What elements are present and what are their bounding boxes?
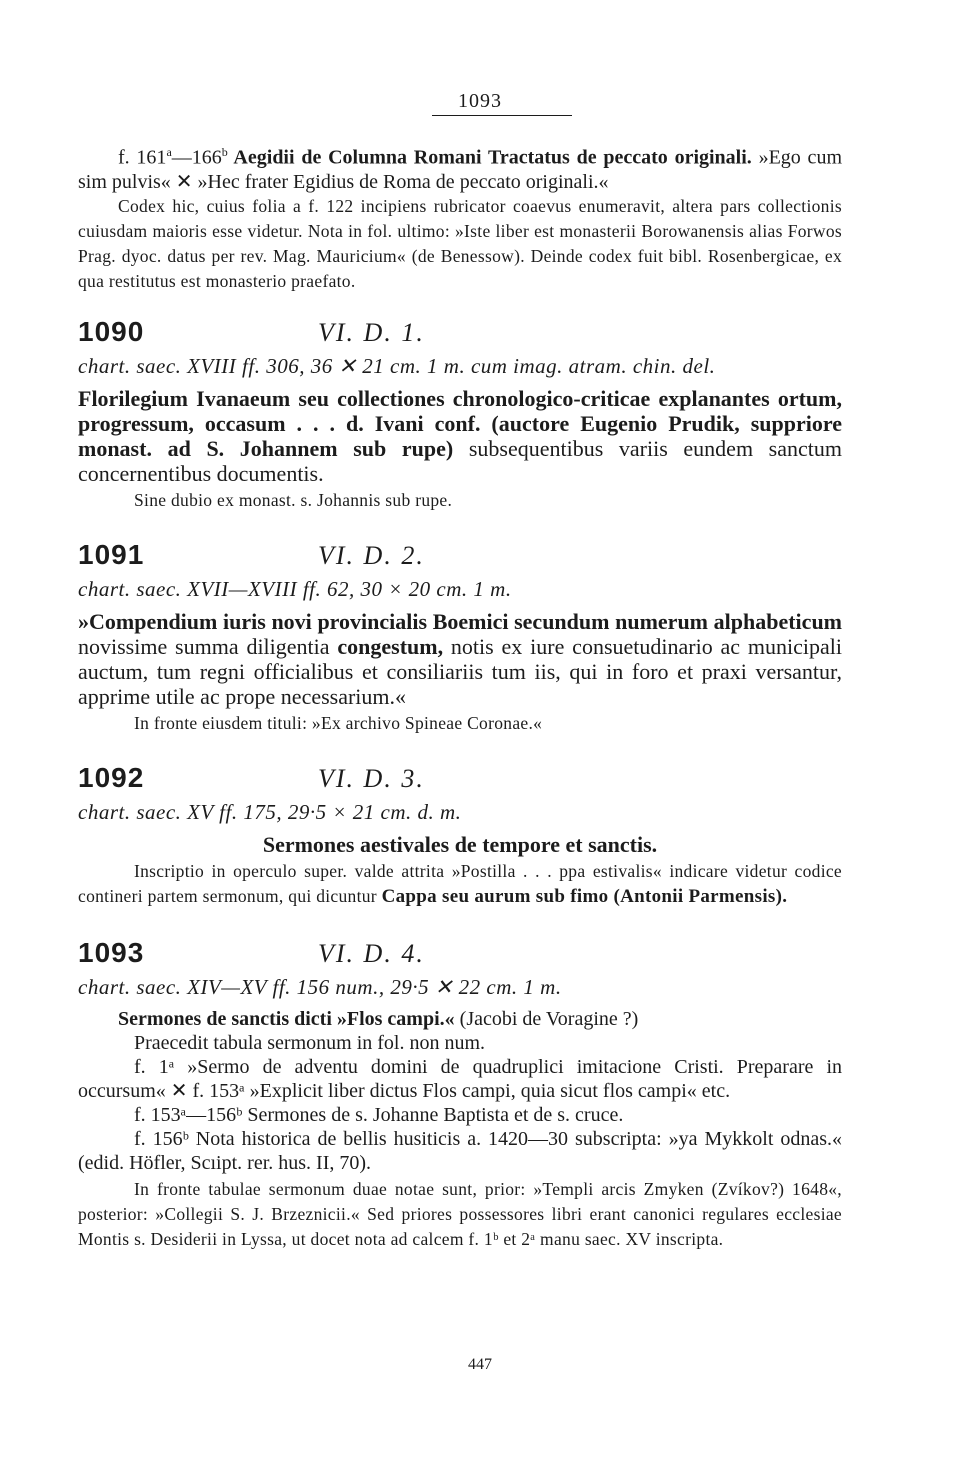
shelfmark: VI. D. 2. [318,540,425,570]
note-plain: Inscriptio in operculo super. valde attrita »Postilla . . . ppa estivalis« indicare videtur codice contineri partem sermonum, qui dicuntur [78,860,842,906]
title-plain: novissime summa diligentia [78,633,338,659]
content-line: Praecedit tabula sermonum in fol. non num. [134,1031,486,1054]
entry-number: 1091 [78,538,145,570]
entry-note: In fronte tabulae sermonum duae notae sunt, prior: »Templi arcis Zmyken (Zvíkov?) 1648«, posterior: »Collegii S. J. Brzeznicii.« Sed priores possessores libri erant canonici regulares ecclesiae Montis s. Desiderii in Lyssa, ut docet nota ad calcem f. 1ᵇ et 2ᵃ manu saec. XV inscripta. [78,1178,842,1249]
title-plain: subsequentibus variis eundem sanctum concernentibus documentis. [78,435,842,486]
entry-number: 1092 [78,761,145,793]
entry-1093 [78,937,842,1252]
entry-note: In fronte eiusdem tituli: »Ex archivo Spineae Coronae.« [134,712,543,733]
physical-description: chart. saec. XVII—XVIII ff. 62, 30 × 20 cm. 1 m. [78,576,512,601]
content-line: f. 153ᵃ—156ᵇ Sermones de s. Johanne Baptista et de s. cruce. [134,1103,624,1126]
entry-heading [78,316,842,348]
entry-title: Sermones aestivales de tempore et sanctis. [262,831,658,857]
entry-title [78,386,842,486]
work-title: Aegidii de Columna Romani Tractatus de peccato [227,146,668,169]
running-header: 1093 [458,90,502,112]
physical-description: chart. saec. XIV—XV ff. 156 num., 29·5 ✕ 22 cm. 1 m. [78,974,562,999]
folio-sup: b [221,145,228,159]
prev-entry-title [78,140,842,194]
entry-title [78,609,842,709]
shelfmark: VI. D. 1. [318,317,425,347]
title-bold: Florilegium Ivanaeum seu collectiones chronologico-criticae explanantes ortum, progressum, occasum . . . d. Ivani conf. (auctore Eugenio Prudik, suppriore monast. ad S. Johannem sub rupe) [78,385,842,461]
physical-description: chart. saec. XV ff. 175, 29·5 × 21 cm. d. m. [78,799,462,824]
entry-number: 1093 [78,936,145,968]
page [78,90,842,1252]
entry-number: 1090 [78,315,145,347]
title-bold: »Compendium iuris novi provincialis Boemici secundum numerum alphabeticum [78,608,842,634]
incipit-end: peccato originali.« [459,170,609,193]
entry-title [78,1007,842,1031]
entry-heading [78,937,842,969]
title-bold: congestum, [337,633,444,659]
entry-heading [78,762,842,794]
prev-entry-note: Codex hic, cuius folia a f. 122 incipiens rubricator coaevus enumeravit, altera pars collectionis cuiusdam maioris esse videtur. Nota in fol. ultimo: »Iste liber est monasterii Borowanensis alias Forwos Prag. dyoc. datus per rev. Mag. Mauricium« (de Benessow). Deinde codex fuit bibl. Rosenbergicae, ex qua restitutus est monasterio praefato. [78,195,842,291]
entry-note: Sine dubio ex monast. s. Johannis sub rupe. [134,489,453,510]
prev-entry [78,140,842,294]
entry-1090 [78,316,842,513]
title-plain: (Jacobi de Voragine ?) [454,1007,639,1030]
entry-1091 [78,539,842,736]
entry-heading [78,539,842,571]
work-title-cont: originali. [674,146,752,169]
folio-range: —166 [171,146,222,169]
folio-ref: f. 161 [118,146,167,169]
physical-description: chart. saec. XVIII ff. 306, 36 ✕ 21 cm. 1 m. cum imag. atram. chin. del. [78,353,716,378]
title-bold: Sermones de sanctis dicti »Flos campi.« [118,1007,455,1030]
content-line: f. 1ᵃ »Sermo de adventu domini de quadruplici imitacione Cristi. Preparare in occursum« ✕ f. 153ᵃ »Explicit liber dictus Flos campi, quia sicut flos campi« etc. [78,1055,842,1102]
entry-1092 [78,762,842,909]
title-plain: notis ex iure consuetudinario ac municipali auctum, tum regni officialibus et consiliariis tum iis, qui in foro et praxi versantur, apprime utile ac prope necessarium.« [78,633,842,709]
shelfmark: VI. D. 4. [318,938,425,968]
folio-sup: a [166,145,172,159]
entry-note [78,859,842,909]
content-line: f. 156ᵇ Nota historica de bellis husiticis a. 1420—30 subscripta: »ya Mykkolt odnas.« (edid. Höfler, Scıipt. rer. hus. II, 70). [78,1127,842,1174]
incipit: »Ego cum sim pulvis« ✕ »Hec frater Egidius de Roma de [78,146,842,193]
note-bold: Cappa seu aurum sub fimo (Antonii Parmensis). [381,885,788,907]
header-rule [432,115,572,116]
page-number: 447 [468,1356,492,1373]
shelfmark: VI. D. 3. [318,763,425,793]
